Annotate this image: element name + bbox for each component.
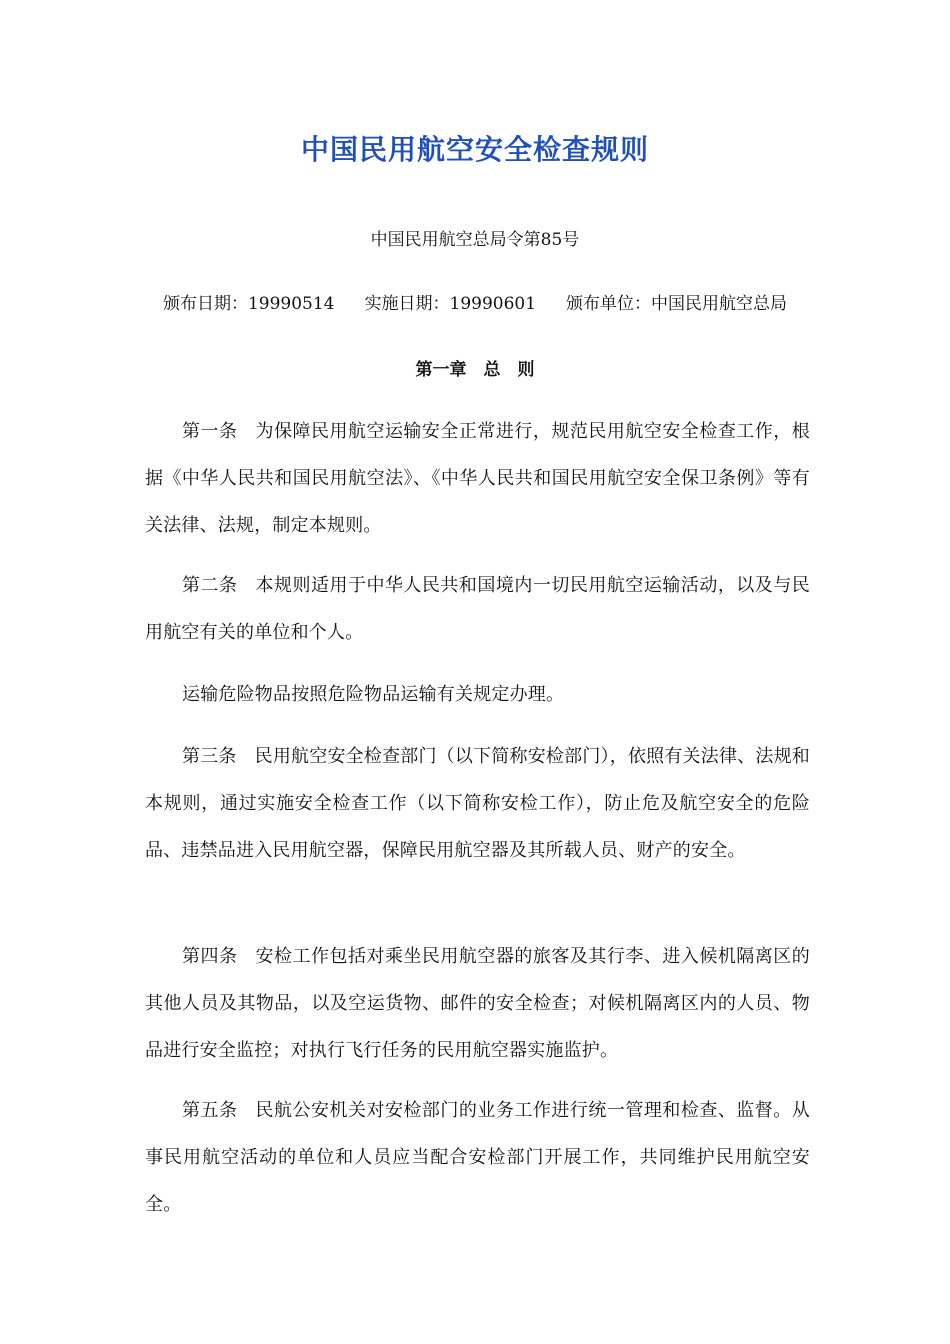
- article-2: [145, 562, 810, 656]
- article-text: 为保障民用航空运输安全正常进行，规范民用航空安全检查工作，根据《中华人民共和国民用航空法》、《中华人民共和国民用航空安全保卫条例》等有关法律、法规，制定本规则。: [145, 421, 810, 536]
- article-text: 本规则适用于中华人民共和国境内一切民用航空运输活动，以及与民用航空有关的单位和个人。: [145, 575, 810, 643]
- article-label: 第一条: [182, 421, 238, 442]
- article-label: 第三条: [182, 746, 237, 767]
- document-title: 中国民用航空安全检查规则: [300, 133, 649, 166]
- article-text: 安检工作包括对乘坐民用航空器的旅客及其行李、进入候机隔离区的其他人员及其物品，以及空运货物、邮件的安全检查；对候机隔离区内的人员、物品进行安全监控；对执行飞行任务的民用航空器实施监护。: [145, 946, 810, 1061]
- issue-date: 颁布日期：19990514: [162, 294, 335, 314]
- effective-date: 实施日期：19990601: [364, 294, 537, 314]
- article-text: 民用航空安全检查部门（以下简称安检部门），依照有关法律、法规和本规则，通过实施安全检查工作（以下简称安检工作），防止危及航空安全的危险品、违禁品进入民用航空器，保障民用航空器及其所载人员、财产的安全。: [145, 746, 810, 861]
- article-text: 运输危险物品按照危险物品运输有关规定办理。: [182, 684, 565, 705]
- document-meta: [0, 289, 950, 314]
- chapter-heading: 第一章 总 则: [415, 360, 535, 380]
- article-1: [145, 408, 810, 549]
- issuer: 颁布单位：中国民用航空总局: [566, 294, 788, 314]
- article-text: 民航公安机关对安检部门的业务工作进行统一管理和检查、监督。从事民用航空活动的单位和人员应当配合安检部门开展工作，共同维护民用航空安全。: [145, 1100, 810, 1215]
- article-4: [145, 933, 810, 1074]
- article-label: 第四条: [182, 946, 238, 967]
- order-number: 中国民用航空总局令第85号: [370, 230, 580, 250]
- article-label: 第二条: [182, 575, 238, 596]
- article-5: [145, 1087, 810, 1228]
- article-3: [145, 733, 810, 874]
- article-2-paragraph-2: [145, 671, 810, 718]
- article-label: 第五条: [182, 1100, 238, 1121]
